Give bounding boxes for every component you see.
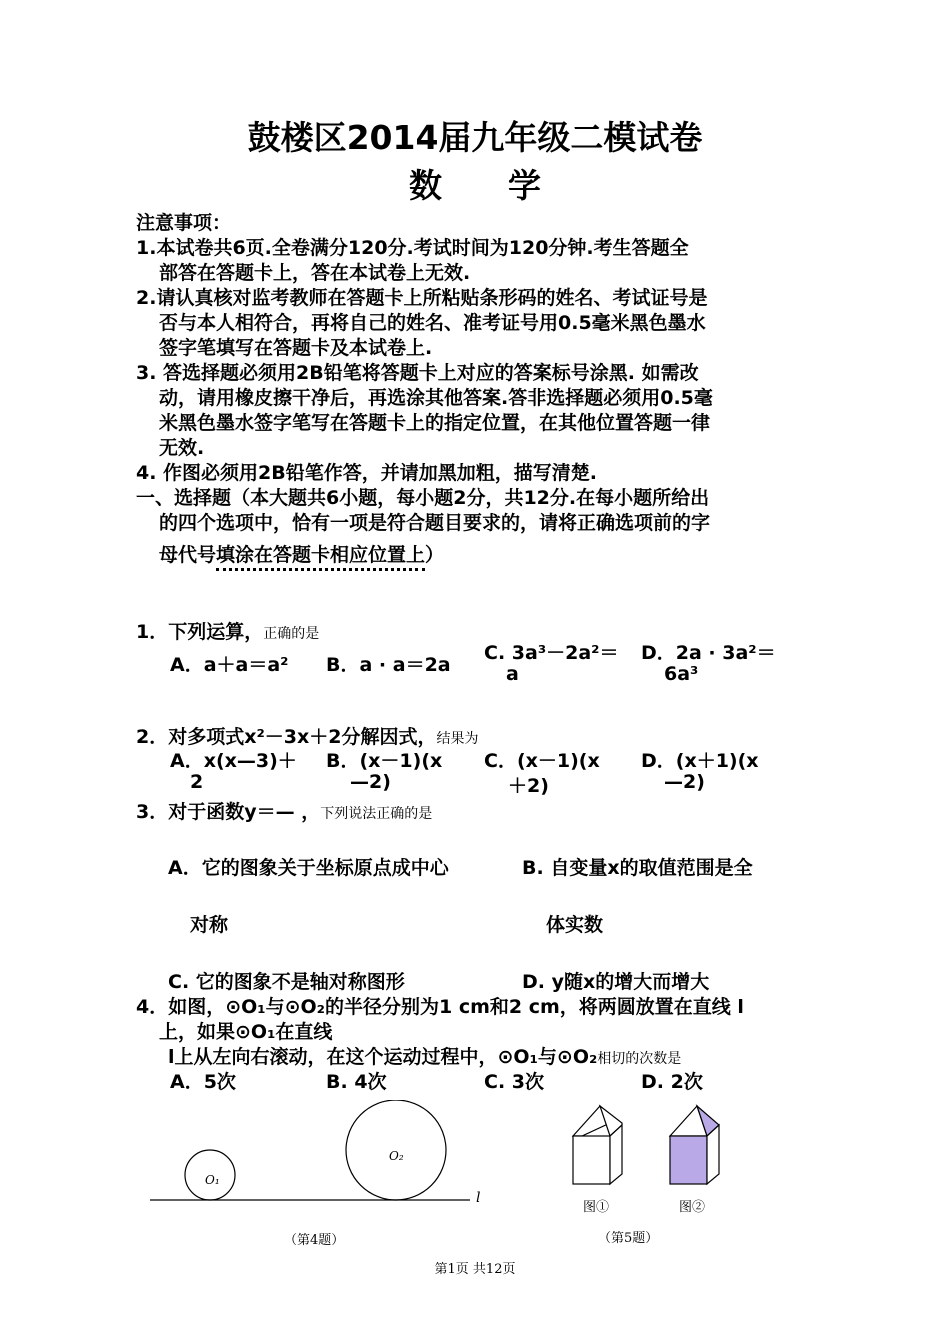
subject-title: 数 学 — [409, 166, 541, 205]
stem-text-small: 正确的是 — [263, 626, 320, 642]
note-line: 部答在答题卡上，答在本试卷上无效. — [159, 262, 471, 284]
stem-text-small: 结果为 — [436, 731, 479, 747]
page-footer: 第1页 共12页 — [434, 1262, 516, 1277]
page-title: 鼓楼区2014届九年级二模试卷 — [247, 118, 703, 157]
text: ） — [425, 544, 445, 566]
q3-option-b: B. 自变量x的取值范围是全 — [522, 857, 753, 879]
q3-option-a-cont: 对称 — [190, 914, 229, 936]
q2-option-d: D．(x＋1)(x — [641, 750, 759, 772]
stem-text: 2．对多项式x²－3x＋2分解因式， — [136, 726, 437, 748]
figure-5-label-2: 图② — [679, 1200, 706, 1215]
note-line: 签字笔填写在答题卡及本试卷上. — [159, 337, 433, 359]
stem-text: 1．下列运算， — [136, 621, 264, 643]
stem-text: 3．对于函数y＝— ， — [136, 801, 321, 823]
solid-figure-1 — [573, 1106, 622, 1184]
question-1-stem — [136, 617, 319, 644]
question-2-stem — [136, 722, 479, 749]
q1-option-b: B．a · a＝2a — [326, 654, 451, 676]
figure-5-caption: （第5题） — [598, 1231, 659, 1246]
q2-option-d-cont: —2) — [664, 771, 705, 793]
note-line: 动，请用橡皮擦干净后，再选涂其他答案.答非选择题必须用0.5毫 — [159, 387, 713, 409]
section-heading-line — [159, 540, 444, 567]
q2-option-c-cont: ＋2) — [508, 775, 549, 797]
section-heading-line: 的四个选项中，恰有一项是符合题目要求的，请将正确选项前的字 — [159, 512, 711, 534]
label-line-l: l — [476, 1190, 481, 1206]
label-o2: O₂ — [389, 1149, 404, 1163]
note-line: 2.请认真核对监考教师在答题卡上所粘贴条形码的姓名、考试证号是 — [136, 287, 708, 309]
label-o1: O₁ — [205, 1173, 220, 1187]
section-heading: 一、选择题（本大题共6小题，每小题2分，共12分.在每小题所给出 — [136, 487, 710, 509]
q2-option-b: B．(x－1)(x — [326, 750, 443, 772]
q4-option-b: B. 4次 — [326, 1071, 387, 1093]
question-4-stem-line — [168, 1042, 681, 1069]
q3-option-d: D. y随x的增大而增大 — [522, 971, 710, 993]
note-line: 4. 作图必须用2B铅笔作答，并请加黑加粗，描写清楚. — [136, 462, 597, 484]
q1-option-c: C. 3a³－2a²＝ — [484, 642, 619, 664]
figure-4-caption: （第4题） — [284, 1233, 345, 1248]
notes-heading: 注意事项： — [136, 212, 232, 234]
q2-option-a-cont: 2 — [190, 771, 204, 793]
q1-option-c-cont: a — [506, 663, 519, 685]
note-line: 无效. — [159, 437, 205, 459]
note-line: 3. 答选择题必须用2B铅笔将答题卡上对应的答案标号涂黑. 如需改 — [136, 362, 699, 384]
q2-option-c: C．(x－1)(x — [484, 750, 600, 772]
emphasis-text: 填涂在答题卡相应位置上 — [216, 544, 425, 571]
stem-text-small: 下列说法正确的是 — [320, 806, 433, 822]
q4-option-a: A．5次 — [170, 1071, 236, 1093]
q3-option-b-cont: 体实数 — [546, 914, 604, 936]
q4-option-d: D. 2次 — [641, 1071, 703, 1093]
q4-option-c: C. 3次 — [484, 1071, 544, 1093]
solid-figure-2 — [670, 1106, 719, 1184]
q1-option-a: A．a＋a＝a² — [170, 654, 289, 676]
figure-4-circles — [140, 1100, 500, 1250]
stem-text: l上从左向右滚动，在这个运动过程中，⊙O₁与⊙O₂ — [168, 1046, 598, 1068]
note-line: 1.本试卷共6页.全卷满分120分.考试时间为120分钟.考生答题全 — [136, 237, 689, 259]
question-4-stem-line: 上，如果⊙O₁在直线 — [159, 1021, 333, 1043]
figure-5-solids — [560, 1098, 730, 1208]
figure-5-label-1: 图① — [583, 1200, 610, 1215]
q3-option-a: A．它的图象关于坐标原点成中心 — [168, 857, 449, 879]
stem-text-small: 相切的次数是 — [597, 1051, 682, 1067]
q3-option-c: C. 它的图象不是轴对称图形 — [168, 971, 405, 993]
q2-option-b-cont: —2) — [350, 771, 391, 793]
q2-option-a: A．x(x—3)＋ — [170, 750, 297, 772]
q1-option-d: D．2a · 3a²＝ — [641, 642, 776, 664]
q1-option-d-cont: 6a³ — [664, 663, 699, 685]
note-line: 米黑色墨水签字笔写在答题卡上的指定位置，在其他位置答题一律 — [159, 412, 711, 434]
note-line: 否与本人相符合，再将自己的姓名、准考证号用0.5毫米黑色墨水 — [159, 312, 706, 334]
question-3-stem — [136, 797, 432, 824]
text: 母代号 — [159, 544, 217, 566]
question-4-stem: 4．如图，⊙O₁与⊙O₂的半径分别为1 cm和2 cm，将两圆放置在直线 l — [136, 996, 744, 1018]
